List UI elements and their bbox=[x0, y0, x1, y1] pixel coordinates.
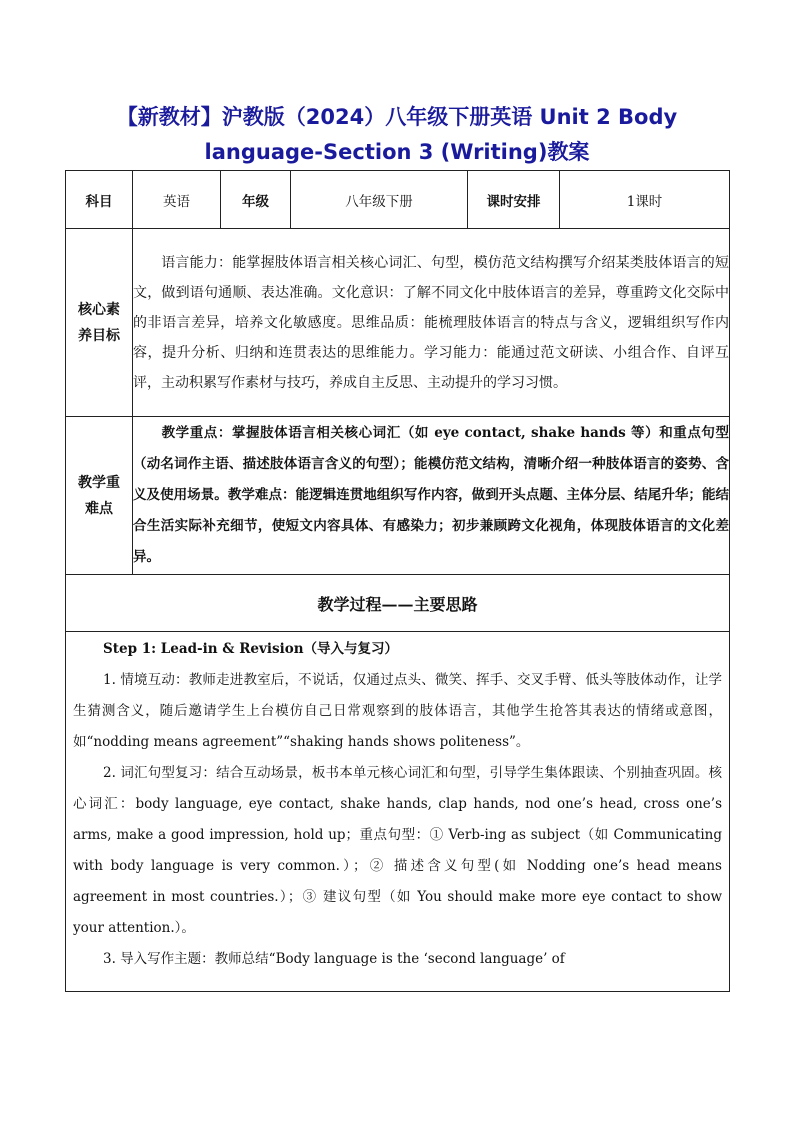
grade-label: 年级 bbox=[221, 171, 291, 229]
goals-label bbox=[66, 229, 133, 417]
difficulties-label-line-2: 难点 bbox=[85, 500, 113, 517]
subject-label: 科目 bbox=[66, 171, 133, 229]
hours-value: 1课时 bbox=[560, 171, 730, 229]
difficulties-label bbox=[66, 417, 133, 575]
lesson-plan-table bbox=[65, 170, 730, 992]
goals-label-line-1: 核心素 bbox=[78, 301, 120, 318]
process-body bbox=[66, 632, 730, 992]
document-title bbox=[70, 100, 724, 170]
process-heading-row bbox=[66, 575, 730, 632]
document-title-line-2: language-Section 3 (Writing)教案 bbox=[204, 140, 590, 164]
document-title-line-1: 【新教材】沪教版（2024）八年级下册英语 Unit 2 Body bbox=[116, 105, 678, 129]
subject-value: 英语 bbox=[133, 171, 221, 229]
process-body-row bbox=[66, 632, 730, 992]
process-item-2: 2. 词汇句型复习：结合互动场景，板书本单元核心词汇和句型，引导学生集体跟读、个别抽查巩固。核心词汇：body language, eye contact, shake hands, clap hands, nod one’s head, cross one’s arms, make a good impression, hold up；重点句型：① Verb-ing as subject（如 Communicating with body language is very common.）；② 描述含义句型(如 Nodding one’s head means agreement in most countries.）；③ 建议句型（如 You should make more eye contact to show your attention.）。 bbox=[73, 765, 722, 936]
difficulties-cell bbox=[133, 417, 730, 575]
grade-value: 八年级下册 bbox=[291, 171, 468, 229]
goals-text: 语言能力：能掌握肢体语言相关核心词汇、句型，模仿范文结构撰写介绍某类肢体语言的短文，做到语句通顺、表达准确。文化意识：了解不同文化中肢体语言的差异，尊重跨文化交际中的非语言差异，培养文化敏感度。思维品质：能梳理肢体语言的特点与含义，逻辑组织写作内容，提升分析、归纳和连贯表达的思维能力。学习能力：能通过范文研读、小组合作、自评互评，主动积累写作素材与技巧，养成自主反思、主动提升的学习习惯。 bbox=[133, 254, 729, 391]
goals-label-line-2: 养目标 bbox=[78, 327, 120, 344]
header-row bbox=[66, 171, 730, 229]
difficulties-text: 教学重点：掌握肢体语言相关核心词汇（如 eye contact, shake hands 等）和重点句型（动名词作主语、描述肢体语言含义的句型）；能模仿范文结构，清晰介绍一种肢体语言的姿势、含义及使用场景。教学难点：能逻辑连贯地组织写作内容，做到开头点题、主体分层、结尾升华；能结合生活实际补充细节，使短文内容具体、有感染力；初步兼顾跨文化视角，体现肢体语言的文化差异。 bbox=[133, 425, 729, 565]
step-1-heading: Step 1: Lead-in & Revision（导入与复习） bbox=[103, 641, 399, 657]
hours-label: 课时安排 bbox=[468, 171, 560, 229]
difficulties-label-line-1: 教学重 bbox=[78, 474, 120, 491]
difficulties-row bbox=[66, 417, 730, 575]
process-heading: 教学过程——主要思路 bbox=[66, 575, 730, 632]
process-item-3: 3. 导入写作主题：教师总结“Body language is the ‘second language’ of bbox=[103, 951, 565, 967]
goals-row bbox=[66, 229, 730, 417]
goals-cell bbox=[133, 229, 730, 417]
process-item-1: 1. 情境互动：教师走进教室后，不说话，仅通过点头、微笑、挥手、交叉手臂、低头等肢体动作，让学生猜测含义，随后邀请学生上台模仿自己日常观察到的肢体语言，其他学生抢答其表达的情绪或意图，如“nodding means agreement”“shaking hands shows politeness”。 bbox=[73, 672, 722, 750]
